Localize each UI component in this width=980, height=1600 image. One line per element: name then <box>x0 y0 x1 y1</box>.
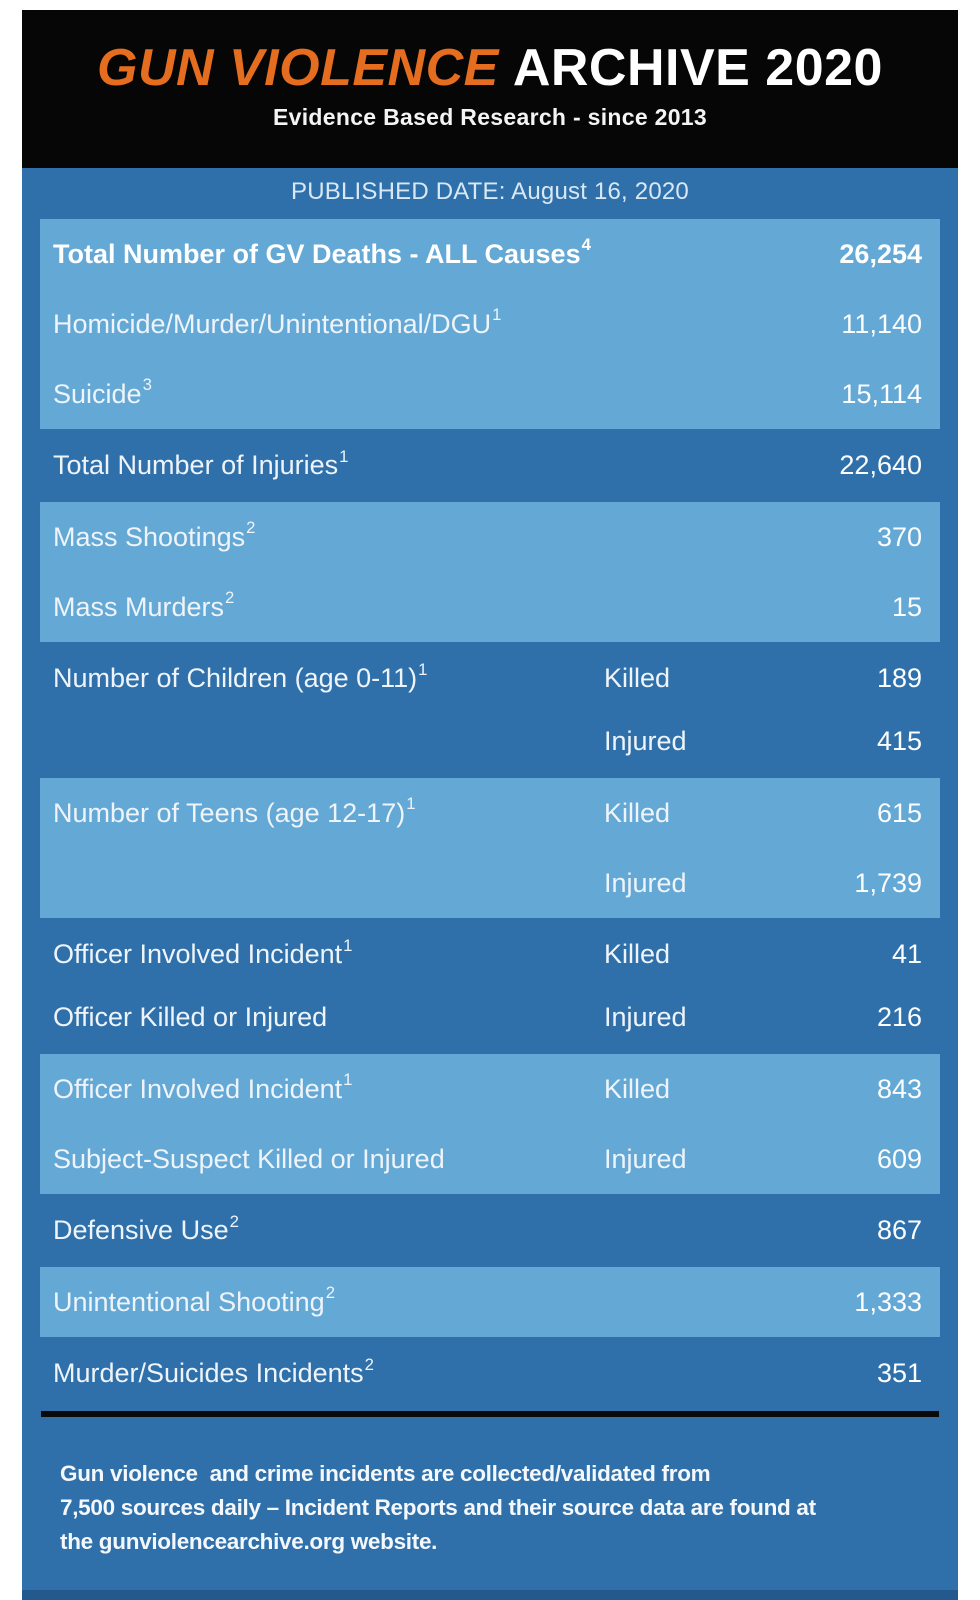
stats-section-light <box>40 1054 940 1194</box>
stat-metric: Injured <box>604 867 687 898</box>
stat-row <box>40 848 940 918</box>
stat-value: 609 <box>876 1143 922 1174</box>
stat-label: Total Number of Injuries$^1$ <box>53 446 349 480</box>
stat-value: 370 <box>876 521 922 552</box>
stats-table <box>22 219 958 1405</box>
header-subtitle: Evidence Based Research - since 2013 <box>273 104 707 130</box>
footer-line-3: the gunviolencearchive.org website. <box>60 1529 438 1554</box>
stat-row <box>40 219 940 289</box>
footer-note <box>22 1417 958 1559</box>
stat-label: Homicide/Murder/Unintentional/DGU$^1$ <box>53 305 502 339</box>
stats-section-dark <box>22 1199 958 1262</box>
infographic <box>22 10 958 1600</box>
header-banner <box>22 10 958 168</box>
stat-row <box>40 502 940 572</box>
stat-row <box>40 778 940 848</box>
stat-row <box>22 1342 958 1405</box>
stat-row <box>22 710 958 773</box>
stat-row <box>22 986 958 1049</box>
title-archive-2020: ARCHIVE 2020 <box>512 39 883 97</box>
footnote-marker: 4 <box>581 235 591 254</box>
stat-label: Number of Children (age 0-11)$^1$ <box>53 659 428 693</box>
stat-label: Defensive Use$^2$ <box>53 1211 239 1245</box>
stat-value: 41 <box>891 939 922 969</box>
footnote-marker: 1 <box>492 305 502 324</box>
stat-row <box>22 1199 958 1262</box>
footnote-marker: 2 <box>364 1354 374 1374</box>
stat-value: 415 <box>876 726 922 756</box>
stat-label: Mass Shootings$^2$ <box>53 518 256 552</box>
stat-value: 22,640 <box>839 450 922 480</box>
stat-row <box>40 1054 940 1124</box>
stat-value: 843 <box>876 1073 922 1104</box>
stat-row <box>40 1124 940 1194</box>
stat-value: 15,114 <box>841 378 922 409</box>
footnote-marker: 2 <box>325 1283 336 1302</box>
published-date: PUBLISHED DATE: August 16, 2020 <box>291 178 689 205</box>
stat-row <box>22 647 958 710</box>
page-title <box>22 10 958 98</box>
stat-label: Subject-Suspect Killed or Injured <box>53 1143 445 1174</box>
stat-metric: Injured <box>604 1002 687 1032</box>
stat-row <box>40 289 940 359</box>
footnote-marker: 2 <box>225 588 235 607</box>
stat-value: 15 <box>891 591 922 622</box>
stat-value: 1,739 <box>854 867 922 898</box>
stat-label: Unintentional Shooting$^2$ <box>53 1283 336 1317</box>
footnote-marker: 1 <box>406 794 416 813</box>
stat-row <box>22 434 958 497</box>
footnote-marker: 1 <box>418 659 428 679</box>
stat-label: Officer Involved Incident$^1$ <box>53 1070 353 1104</box>
stats-section-dark <box>22 923 958 1049</box>
stat-metric: Killed <box>604 1073 671 1104</box>
footnote-marker: 2 <box>229 1211 239 1231</box>
stats-section-dark <box>22 434 958 497</box>
stat-value: 26,254 <box>839 238 922 269</box>
stat-value: 11,140 <box>841 308 922 339</box>
stat-metric: Killed <box>604 797 671 828</box>
stat-label: Officer Killed or Injured <box>53 1002 328 1032</box>
stats-body <box>22 168 958 1600</box>
stats-section-light <box>40 219 940 429</box>
footer-line-1: Gun violence and crime incidents are collected/validated from <box>60 1461 711 1486</box>
stat-value: 351 <box>876 1358 922 1388</box>
stat-label: Officer Involved Incident$^1$ <box>53 935 353 969</box>
stat-row <box>22 923 958 986</box>
stat-metric: Killed <box>604 939 671 969</box>
stat-value: 867 <box>876 1215 922 1245</box>
stat-row <box>40 359 940 429</box>
stat-label: Murder/Suicides Incidents$^2$ <box>53 1354 374 1388</box>
stat-metric: Injured <box>604 1143 687 1174</box>
stats-section-light <box>40 502 940 642</box>
stats-section-dark <box>22 1342 958 1405</box>
footnote-marker: 1 <box>339 446 349 466</box>
footnote-marker: 3 <box>142 375 152 394</box>
stat-label: Total Number of GV Deaths - ALL Causes$^4$ <box>53 235 591 269</box>
stat-value: 1,333 <box>854 1286 922 1317</box>
stats-section-dark <box>22 647 958 773</box>
stat-label: Suicide$^3$ <box>53 375 152 409</box>
footnote-marker: 1 <box>343 1070 353 1089</box>
footer-line-2: 7,500 sources daily – Incident Reports and their source data are found at <box>60 1495 816 1520</box>
stat-row <box>40 572 940 642</box>
stats-section-light <box>40 1267 940 1337</box>
stats-section-light <box>40 778 940 918</box>
stat-row <box>40 1267 940 1337</box>
stat-metric: Killed <box>604 663 671 693</box>
footnote-marker: 2 <box>246 518 256 537</box>
stat-metric: Injured <box>604 726 687 756</box>
stat-label: Number of Teens (age 12-17)$^1$ <box>53 794 416 828</box>
stat-value: 615 <box>876 797 922 828</box>
title-gun-violence: GUN VIOLENCE <box>97 39 499 97</box>
bottom-strip <box>22 1590 958 1600</box>
stat-label: Mass Murders$^2$ <box>53 588 235 622</box>
stat-value: 216 <box>876 1002 922 1032</box>
footnote-marker: 1 <box>343 935 353 955</box>
stat-value: 189 <box>876 663 922 693</box>
